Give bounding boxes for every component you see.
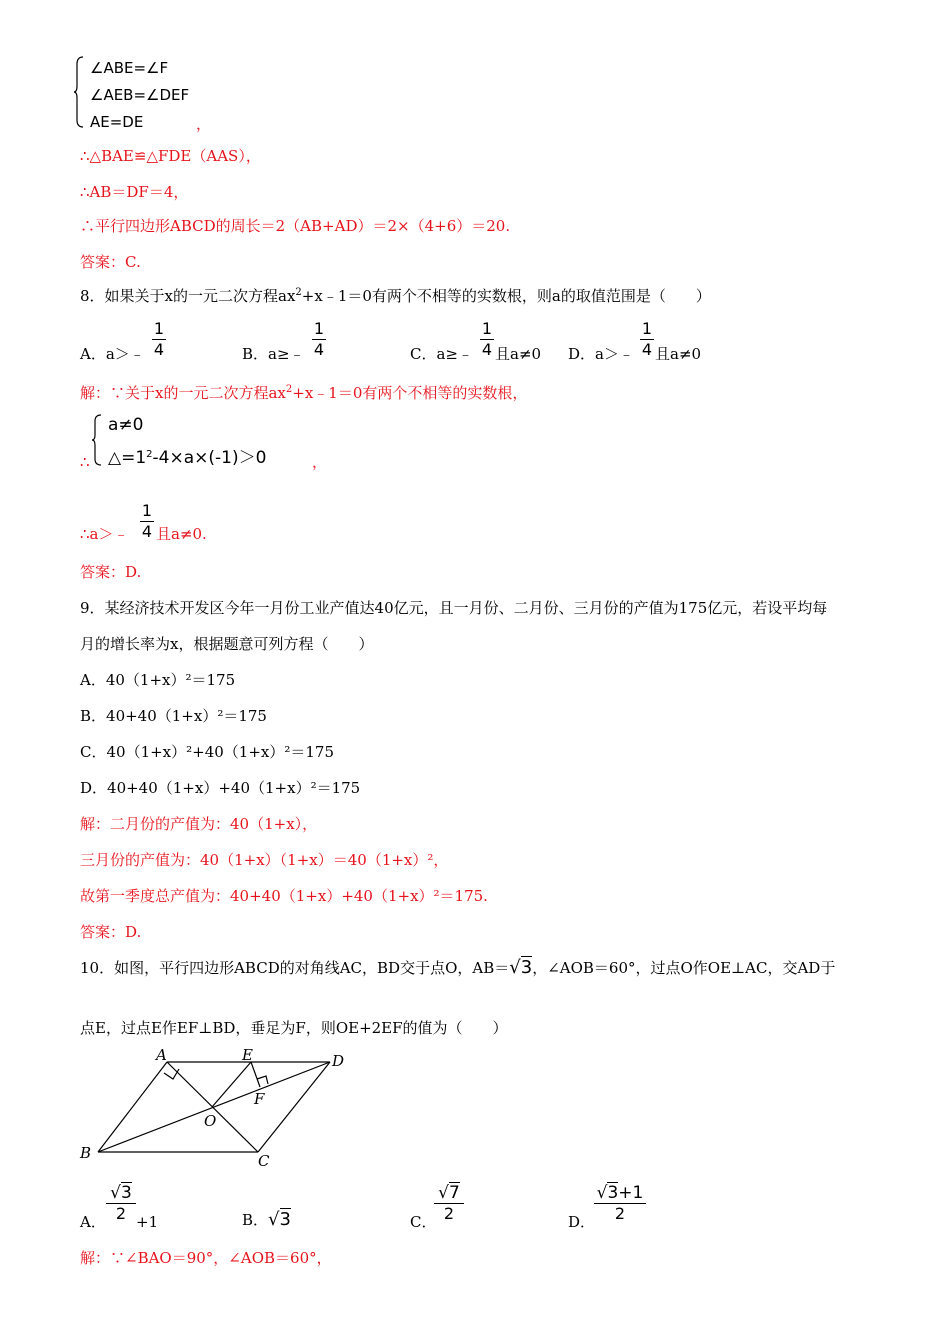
label-f: F <box>254 1090 265 1108</box>
q8-solution: 解：∵关于x的一元二次方程$ax^2+x﹣1=0$有两个不相等的实数根， <box>80 384 528 402</box>
q9-option-b[interactable]: B．40+40（1+x）²＝175 <box>80 707 267 725</box>
system-line-1: ∠ABE=∠F <box>90 59 169 77</box>
q8-option-b[interactable]: B．a≥﹣ <box>242 345 305 363</box>
sqrt-3: √3 <box>509 957 533 978</box>
label-c: C <box>258 1152 270 1170</box>
system-comma: ， <box>196 115 212 133</box>
label-o: O <box>204 1112 217 1130</box>
label-e: E <box>242 1046 253 1064</box>
q9-stem-2: 月的增长率为x，根据题意可列方程（ ） <box>80 635 374 653</box>
label-a: A <box>156 1046 167 1064</box>
system-line-2: ∠AEB=∠DEF <box>90 86 190 104</box>
q8-option-d-post: 且a≠0 <box>655 345 702 363</box>
q8-option-b-frac: 1 4 <box>313 319 325 359</box>
q7-line-3: ∴平行四边形ABCD的周长＝2（AB+AD）＝2×（4+6）＝20. <box>80 217 511 235</box>
q9-answer: 答案：D. <box>80 923 142 941</box>
q8-answer: 答案：D. <box>80 563 142 581</box>
q8-conclusion-post: 且a≠0. <box>156 525 207 543</box>
q9-solution-3: 故第一季度总产值为：40+40（1+x）+40（1+x）²＝175. <box>80 887 488 905</box>
system-brace <box>74 56 84 128</box>
q7-line-1: ∴△BAE≌△FDE（AAS）， <box>80 147 261 165</box>
q8-system-comma: ， <box>312 453 328 471</box>
label-d: D <box>332 1052 345 1070</box>
left-brace-icon <box>74 56 84 128</box>
q8-option-c-frac: 1 4 <box>481 319 493 359</box>
q9-option-d[interactable]: D．40+40（1+x）+40（1+x）²＝175 <box>80 779 361 797</box>
q9-option-c[interactable]: C．40（1+x）²+40（1+x）²＝175 <box>80 743 335 761</box>
q8-system-line-1: a≠0 <box>108 415 144 435</box>
q8-conclusion: ∴a＞﹣ <box>80 525 129 543</box>
q8-system-line-2: $\triangle=1^2-4\times a\times(-1)>0$ <box>108 448 267 468</box>
q10-option-c[interactable]: C． <box>410 1213 437 1231</box>
q8-option-a[interactable]: A．a＞﹣ <box>80 345 145 363</box>
q10-option-a-frac: √3 2 <box>106 1184 136 1223</box>
q9-option-a[interactable]: A．40（1+x）²＝175 <box>80 671 236 689</box>
q8-option-c[interactable]: C．a≥﹣ <box>410 345 473 363</box>
q8-option-a-frac: 1 4 <box>153 319 165 359</box>
q8-option-d-frac: 1 4 <box>641 319 653 359</box>
q7-answer: 答案：C. <box>80 253 141 271</box>
parallelogram-figure <box>78 1046 378 1176</box>
q9-solution-1: 解：二月份的产值为：40（1+x）， <box>80 815 318 833</box>
q10-option-d-frac: √3+1 2 <box>594 1184 646 1223</box>
q10-stem-1: 10．如图，平行四边形ABCD的对角线AC，BD交于点O，AB＝√3，∠AOB＝60°，过点O作OE⊥AC，交AD于 <box>80 957 836 978</box>
q10-stem-2: 点E，过点E作EF⊥BD，垂足为F，则OE+2EF的值为（ ） <box>80 1019 508 1037</box>
q9-stem-1: 9．某经济技术开发区今年一月份工业产值达40亿元，且一月份、二月份、三月份的产值为175亿元，若设平均每 <box>80 599 828 617</box>
system-line-3: AE=DE <box>90 113 144 131</box>
q8-stem: 8．如果关于x的一元二次方程$ax^2+x﹣1=0$有两个不相等的实数根，则a的取值范围是（ ） <box>80 287 711 305</box>
q7-line-2: ∴AB＝DF＝4， <box>80 183 189 201</box>
q10-option-a-post: +1 <box>136 1213 159 1231</box>
label-b: B <box>80 1144 92 1162</box>
q9-solution-2: 三月份的产值为：40（1+x）（1+x）＝40（1+x）²， <box>80 851 449 869</box>
q10-option-b[interactable]: B．√3 <box>242 1209 291 1230</box>
q8-therefore: ∴ <box>80 453 90 471</box>
left-brace-icon <box>92 414 102 466</box>
q10-solution-1: 解：∵∠BAO＝90°，∠AOB＝60°， <box>80 1249 332 1267</box>
q8-system-brace <box>92 414 102 466</box>
q8-option-d[interactable]: D．a＞﹣ <box>568 345 634 363</box>
segment-ef <box>251 1062 260 1087</box>
q8-option-c-post: 且a≠0 <box>495 345 542 363</box>
q10-option-d[interactable]: D． <box>568 1213 596 1231</box>
right-angle-a <box>164 1069 179 1079</box>
q8-conclusion-frac: 1 4 <box>141 501 153 541</box>
q10-option-c-frac: √7 2 <box>434 1184 464 1223</box>
q10-option-a[interactable]: A． <box>80 1213 106 1231</box>
